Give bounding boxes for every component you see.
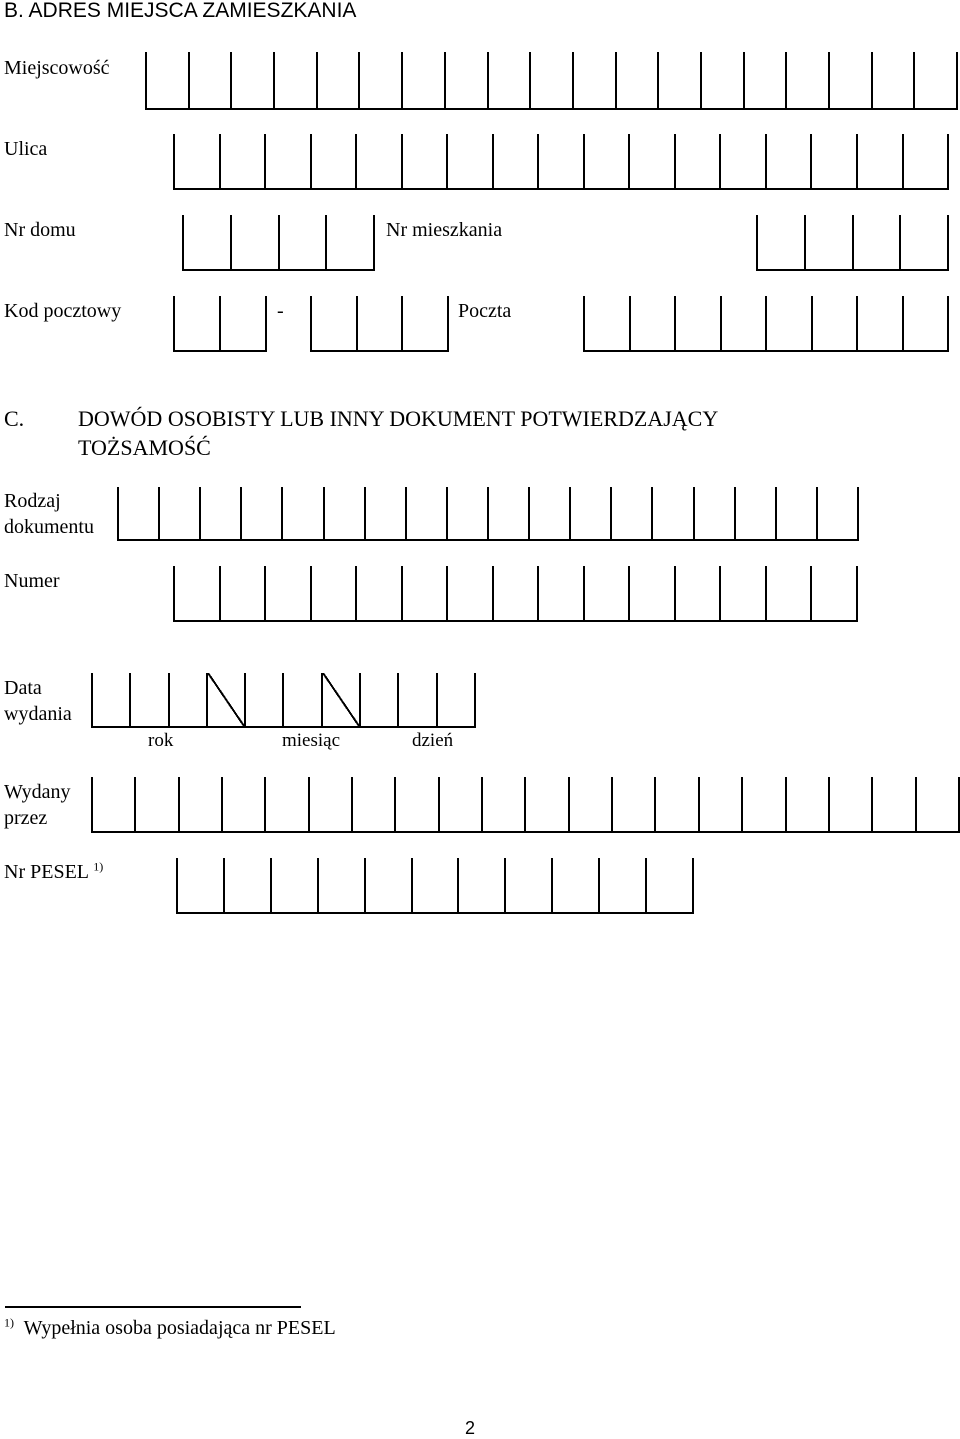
footnote — [4, 1316, 336, 1340]
kod-pocztowy-separator: - — [277, 300, 284, 322]
pesel-field[interactable] — [176, 858, 694, 914]
date-separator-cell — [323, 673, 361, 726]
input-cell[interactable] — [736, 487, 777, 539]
input-cell[interactable] — [489, 487, 530, 539]
input-cell[interactable] — [695, 487, 736, 539]
input-cell[interactable] — [403, 566, 449, 620]
input-cell[interactable] — [787, 52, 830, 108]
input-cell[interactable] — [506, 858, 553, 912]
wydany-przez-label-line1: Wydany — [4, 781, 71, 803]
input-cell[interactable] — [266, 566, 312, 620]
input-cell[interactable] — [539, 134, 585, 188]
input-cell[interactable] — [813, 296, 859, 350]
input-cell[interactable] — [873, 777, 916, 831]
input-cell[interactable] — [854, 215, 902, 269]
input-cell[interactable] — [312, 566, 358, 620]
poczta-label: Poczta — [458, 300, 512, 322]
input-cell[interactable] — [275, 52, 318, 108]
input-cell[interactable] — [403, 134, 449, 188]
input-cell[interactable] — [312, 134, 358, 188]
input-cell[interactable] — [175, 134, 221, 188]
input-cell[interactable] — [721, 566, 767, 620]
input-cell[interactable] — [600, 858, 647, 912]
nr-domu-field[interactable] — [182, 215, 375, 271]
input-cell[interactable] — [310, 777, 353, 831]
input-cell[interactable] — [570, 777, 613, 831]
input-cell[interactable] — [448, 487, 489, 539]
input-cell[interactable] — [221, 566, 267, 620]
data-wydania-label-line1: Data — [4, 677, 42, 699]
input-cell[interactable] — [647, 858, 694, 912]
input-cell[interactable] — [858, 296, 904, 350]
input-cell[interactable] — [818, 487, 859, 539]
input-cell[interactable] — [571, 487, 612, 539]
input-cell[interactable] — [312, 296, 358, 350]
input-cell[interactable] — [767, 134, 813, 188]
input-cell[interactable] — [232, 52, 275, 108]
input-cell[interactable] — [225, 858, 272, 912]
pesel-label-wrap — [4, 860, 103, 884]
data-wydania-field[interactable] — [91, 673, 476, 728]
miejscowosc-label: Miejscowość — [4, 57, 110, 79]
miejscowosc-field[interactable] — [145, 52, 958, 110]
input-cell[interactable] — [901, 215, 949, 269]
input-cell[interactable] — [448, 134, 494, 188]
input-cell[interactable] — [758, 215, 806, 269]
input-cell[interactable] — [702, 52, 745, 108]
input-cell[interactable] — [489, 52, 532, 108]
input-cell[interactable] — [223, 777, 266, 831]
input-cell[interactable] — [585, 296, 631, 350]
pesel-label: Nr PESEL — [4, 861, 89, 883]
input-cell[interactable] — [178, 858, 225, 912]
input-cell[interactable] — [858, 134, 904, 188]
input-cell[interactable] — [630, 566, 676, 620]
input-cell[interactable] — [136, 777, 179, 831]
footnote-marker: 1) — [4, 1315, 14, 1330]
section-c-title-line2: TOŻSAMOŚĆ — [78, 435, 211, 460]
input-cell[interactable] — [446, 52, 489, 108]
numer-field[interactable] — [173, 566, 858, 622]
input-cell[interactable] — [399, 673, 437, 726]
input-cell[interactable] — [676, 566, 722, 620]
input-cell[interactable] — [403, 52, 446, 108]
footnote-text: Wypełnia osoba posiadająca nr PESEL — [23, 1317, 336, 1339]
input-cell[interactable] — [407, 487, 448, 539]
input-cell[interactable] — [358, 296, 404, 350]
nr-mieszkania-label: Nr mieszkania — [386, 219, 503, 241]
input-cell[interactable] — [787, 777, 830, 831]
input-cell[interactable] — [530, 487, 571, 539]
input-cell[interactable] — [284, 673, 322, 726]
input-cell[interactable] — [659, 52, 702, 108]
input-cell[interactable] — [915, 52, 958, 108]
input-cell[interactable] — [280, 215, 328, 269]
input-cell[interactable] — [494, 134, 540, 188]
input-cell[interactable] — [319, 858, 366, 912]
input-cell[interactable] — [743, 777, 786, 831]
input-cell[interactable] — [242, 487, 283, 539]
input-cell[interactable] — [539, 566, 585, 620]
input-cell[interactable] — [440, 777, 483, 831]
input-cell[interactable] — [361, 673, 399, 726]
data-wydania-miesiac-label: miesiąc — [282, 730, 341, 751]
rodzaj-dokumentu-label-line1: Rodzaj — [4, 490, 61, 512]
input-cell[interactable] — [266, 777, 309, 831]
input-cell[interactable] — [656, 777, 699, 831]
input-cell[interactable] — [201, 487, 242, 539]
data-wydania-dzien-label: dzień — [412, 730, 454, 751]
input-cell[interactable] — [459, 858, 506, 912]
input-cell[interactable] — [483, 777, 526, 831]
input-cell[interactable] — [93, 777, 136, 831]
input-cell[interactable] — [272, 858, 319, 912]
input-cell[interactable] — [553, 858, 600, 912]
input-cell[interactable] — [93, 673, 131, 726]
input-cell[interactable] — [170, 673, 208, 726]
rodzaj-dokumentu-field[interactable] — [117, 487, 859, 541]
input-cell[interactable] — [904, 134, 950, 188]
input-cell[interactable] — [327, 215, 375, 269]
input-cell[interactable] — [653, 487, 694, 539]
footnote-rule — [5, 1306, 301, 1308]
input-cell[interactable] — [873, 52, 916, 108]
input-cell[interactable] — [917, 777, 960, 831]
input-cell[interactable] — [700, 777, 743, 831]
input-cell[interactable] — [396, 777, 439, 831]
input-cell[interactable] — [494, 566, 540, 620]
input-cell[interactable] — [190, 52, 233, 108]
nr-mieszkania-field[interactable] — [756, 215, 949, 271]
input-cell[interactable] — [830, 777, 873, 831]
date-separator-cell — [208, 673, 246, 726]
wydany-przez-label-line2: przez — [4, 807, 48, 829]
ulica-field[interactable] — [173, 134, 949, 190]
input-cell[interactable] — [403, 296, 449, 350]
input-cell[interactable] — [221, 296, 267, 350]
input-cell[interactable] — [438, 673, 476, 726]
input-cell[interactable] — [767, 296, 813, 350]
input-cell[interactable] — [722, 296, 768, 350]
input-cell[interactable] — [777, 487, 818, 539]
section-c-title-line1: DOWÓD OSOBISTY LUB INNY DOKUMENT POTWIERDZAJĄCY — [78, 406, 719, 431]
input-cell[interactable] — [806, 215, 854, 269]
numer-label: Numer — [4, 570, 60, 592]
input-cell[interactable] — [175, 296, 221, 350]
input-cell[interactable] — [357, 566, 403, 620]
input-cell[interactable] — [612, 487, 653, 539]
input-cell[interactable] — [613, 777, 656, 831]
input-cell[interactable] — [830, 52, 873, 108]
input-cell[interactable] — [175, 566, 221, 620]
section-c-letter: C. — [4, 406, 25, 431]
kod-pocztowy-field-part2[interactable] — [310, 296, 449, 352]
input-cell[interactable] — [526, 777, 569, 831]
input-cell[interactable] — [617, 52, 660, 108]
input-cell[interactable] — [676, 134, 722, 188]
input-cell[interactable] — [812, 566, 858, 620]
input-cell[interactable] — [119, 487, 160, 539]
input-cell[interactable] — [184, 215, 232, 269]
nr-domu-label: Nr domu — [4, 219, 76, 241]
input-cell[interactable] — [531, 52, 574, 108]
input-cell[interactable] — [676, 296, 722, 350]
input-cell[interactable] — [904, 296, 950, 350]
input-cell[interactable] — [630, 134, 676, 188]
input-cell[interactable] — [574, 52, 617, 108]
input-cell[interactable] — [631, 296, 677, 350]
kod-pocztowy-field-part1[interactable] — [173, 296, 267, 352]
kod-pocztowy-label: Kod pocztowy — [4, 300, 122, 322]
poczta-field[interactable] — [583, 296, 949, 352]
wydany-przez-field[interactable] — [91, 777, 960, 833]
input-cell[interactable] — [353, 777, 396, 831]
input-cell[interactable] — [266, 134, 312, 188]
input-cell[interactable] — [246, 673, 284, 726]
input-cell[interactable] — [232, 215, 280, 269]
ulica-label: Ulica — [4, 138, 48, 160]
input-cell[interactable] — [767, 566, 813, 620]
input-cell[interactable] — [325, 487, 366, 539]
data-wydania-label-line2: wydania — [4, 703, 72, 725]
input-cell[interactable] — [357, 134, 403, 188]
data-wydania-rok-label: rok — [148, 730, 174, 751]
input-cell[interactable] — [366, 858, 413, 912]
input-cell[interactable] — [318, 52, 361, 108]
input-cell[interactable] — [147, 52, 190, 108]
input-cell[interactable] — [745, 52, 788, 108]
input-cell[interactable] — [413, 858, 460, 912]
input-cell[interactable] — [221, 134, 267, 188]
input-cell[interactable] — [366, 487, 407, 539]
section-b-title: B. ADRES MIEJSCA ZAMIESZKANIA — [4, 0, 357, 22]
input-cell[interactable] — [585, 134, 631, 188]
pesel-footnote-ref: 1) — [93, 859, 104, 874]
input-cell[interactable] — [585, 566, 631, 620]
page-number: 2 — [465, 1418, 476, 1438]
input-cell[interactable] — [448, 566, 494, 620]
input-cell[interactable] — [160, 487, 201, 539]
input-cell[interactable] — [131, 673, 169, 726]
input-cell[interactable] — [180, 777, 223, 831]
input-cell[interactable] — [721, 134, 767, 188]
rodzaj-dokumentu-label-line2: dokumentu — [4, 516, 94, 538]
input-cell[interactable] — [283, 487, 324, 539]
input-cell[interactable] — [360, 52, 403, 108]
input-cell[interactable] — [812, 134, 858, 188]
